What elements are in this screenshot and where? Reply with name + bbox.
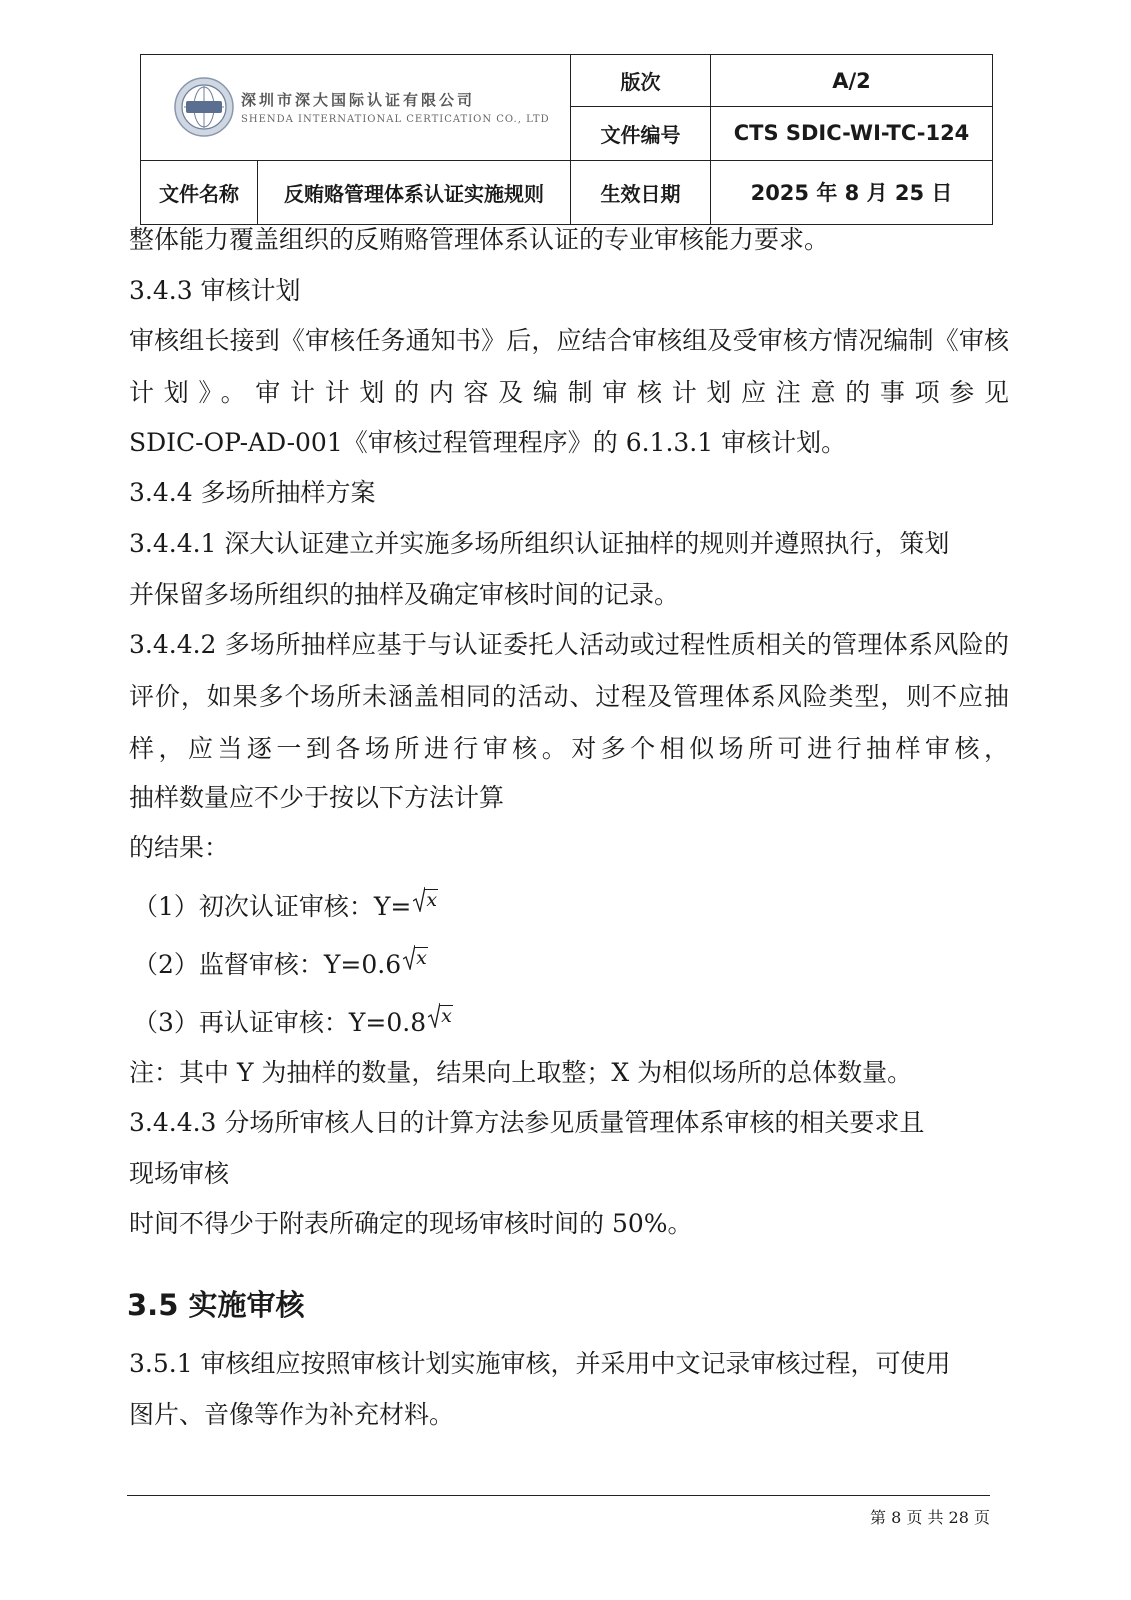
sqrt-icon bbox=[428, 1002, 453, 1028]
formula-initial-text: （1）初次认证审核：Y= bbox=[133, 892, 412, 921]
formula-recertification bbox=[133, 1005, 453, 1041]
paragraph-3-4-4-2: 3.4.4.2 多场所抽样应基于与认证委托人活动或过程性质相关的管理体系风险的评价，如果多个场所未涵盖相同的活动、过程及管理体系风险类型，则不应抽样，应当逐一到各场所进行审核。对多个相似场所可进行抽样审核， bbox=[129, 630, 1009, 763]
paragraph-3-4-3-end: SDIC-OP-AD-001《审核过程管理程序》的 6.1.3.1 审核计划。 bbox=[129, 428, 847, 457]
heading-3-4-3: 3.4.3 审核计划 bbox=[129, 276, 301, 305]
heading-3-4-4: 3.4.4 多场所抽样方案 bbox=[129, 478, 376, 507]
paragraph-3-4-4-3-line3: 时间不得少于附表所确定的现场审核时间的 50%。 bbox=[129, 1209, 693, 1238]
docname-value: 反贿赂管理体系认证实施规则 bbox=[258, 160, 571, 224]
page-number: 第 8 页 共 28 页 bbox=[870, 1508, 990, 1527]
company-logo-cell bbox=[141, 55, 571, 161]
paragraph-3-5-1: 3.5.1 审核组应按照审核计划实施审核，并采用中文记录审核过程，可使用 bbox=[129, 1349, 951, 1378]
sqrt-icon bbox=[403, 944, 428, 970]
effective-date-label: 生效日期 bbox=[571, 160, 711, 224]
company-name-en: SHENDA INTERNATIONAL CERTICATION CO., LTD bbox=[241, 114, 550, 126]
paragraph-3-4-4-1-end: 并保留多场所组织的抽样及确定审核时间的记录。 bbox=[129, 580, 680, 609]
company-logo-icon bbox=[173, 76, 235, 138]
sqrt-variable: x bbox=[441, 1005, 452, 1027]
paragraph-3-4-4-3: 3.4.4.3 分场所审核人日的计算方法参见质量管理体系审核的相关要求且 bbox=[129, 1108, 925, 1137]
paragraph-3-4-3: 审核组长接到《审核任务通知书》后，应结合审核组及受审核方情况编制《审核计划》。审计计划的内容及编制审核计划应注意的事项参见 bbox=[129, 326, 1009, 407]
document-header-table bbox=[140, 54, 993, 225]
note-text: 注：其中 Y 为抽样的数量，结果向上取整；X 为相似场所的总体数量。 bbox=[129, 1058, 913, 1087]
company-name-cn: 深圳市深大国际认证有限公司 bbox=[241, 91, 476, 110]
sqrt-variable: x bbox=[416, 947, 427, 969]
paragraph-3-4-4-1: 3.4.4.1 深大认证建立并实施多场所组织认证抽样的规则并遵照执行，策划 bbox=[129, 529, 950, 558]
continued-text: 整体能力覆盖组织的反贿赂管理体系认证的专业审核能力要求。 bbox=[129, 225, 830, 254]
paragraph-3-4-4-3-line2: 现场审核 bbox=[129, 1159, 230, 1188]
paragraph-3-4-4-2-line5: 的结果： bbox=[129, 833, 230, 862]
docname-label: 文件名称 bbox=[141, 160, 258, 224]
formula-recertification-text: （3）再认证审核：Y=0.8 bbox=[133, 1008, 427, 1037]
paragraph-3-5-1-end: 图片、音像等作为补充材料。 bbox=[129, 1400, 455, 1429]
section-heading-3-5: 3.5 实施审核 bbox=[127, 1288, 305, 1322]
formula-initial bbox=[133, 889, 438, 925]
docno-label: 文件编号 bbox=[571, 107, 711, 160]
sqrt-icon bbox=[413, 886, 438, 912]
effective-date-value: 2025 年 8 月 25 日 bbox=[711, 160, 993, 224]
docno-value: CTS SDIC-WI-TC-124 bbox=[711, 107, 993, 160]
sqrt-variable: x bbox=[426, 889, 438, 911]
version-value: A/2 bbox=[711, 55, 993, 107]
footer-divider bbox=[127, 1495, 990, 1496]
paragraph-3-4-4-2-line4: 抽样数量应不少于按以下方法计算 bbox=[129, 783, 505, 812]
version-label: 版次 bbox=[571, 55, 711, 107]
formula-surveillance bbox=[133, 947, 428, 983]
formula-surveillance-text: （2）监督审核：Y=0.6 bbox=[133, 950, 402, 979]
